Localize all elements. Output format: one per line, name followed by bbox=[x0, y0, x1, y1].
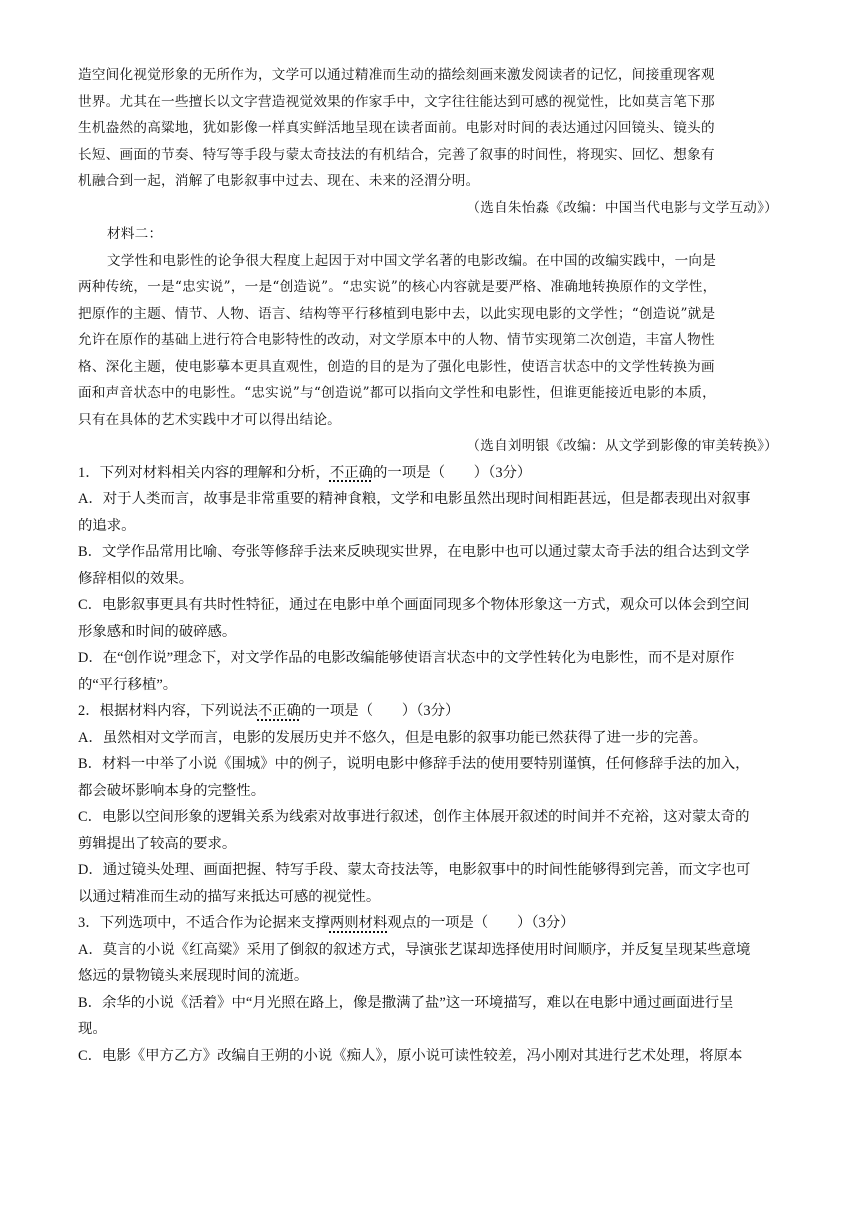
passage-line: 造空间化视觉形象的无所作为，文学可以通过精准而生动的描绘刻画来激发阅读者的记忆，间接重现客观 bbox=[78, 67, 715, 83]
option-line: 现。 bbox=[78, 1021, 107, 1037]
exam-page bbox=[78, 62, 782, 1069]
option-line: 修辞相似的效果。 bbox=[78, 570, 194, 587]
passage-line: 格、深化主题，使电影摹本更具直观性，创造的目的是为了强化电影性，使语言状态中的文学性转换为画 bbox=[78, 358, 715, 375]
option-line: B．文学作品常用比喻、夸张等修辞手法来反映现实世界，在电影中也可以通过蒙太奇手法的组合达到文学 bbox=[78, 544, 750, 560]
option-line: 以通过精准而生动的描写来抵达可感的视觉性。 bbox=[78, 888, 381, 905]
passage-line: 面和声音状态中的电影性。“忠实说”与“创造说”都可以指向文学性和电影性，但谁更能接近电影的本质， bbox=[78, 385, 716, 401]
passage-line: 长短、画面的节奏、特写等手段与蒙太奇技法的有机结合，完善了叙事的时间性，将现实、回忆、想象有 bbox=[78, 146, 715, 163]
option-line: A．虽然相对文学而言，电影的发展历史并不悠久，但是电影的叙事功能已然获得了进一步的完善。 bbox=[78, 729, 708, 746]
option-line: C．电影《甲方乙方》改编自王朔的小说《痴人》，原小说可读性较差，冯小刚对其进行艺术处理，将原本 bbox=[78, 1047, 743, 1064]
material-one-source: （选自朱怡淼《改编：中国当代电影与文学互动》） bbox=[466, 199, 778, 216]
material-one-passage bbox=[78, 62, 782, 221]
stem-text: 3．下列选项中，不适合作为论据来支撑 bbox=[78, 915, 330, 931]
option-line: B．余华的小说《活着》中“月光照在路上，像是撒满了盐”这一环境描写，难以在电影中通过画面进行呈 bbox=[78, 994, 734, 1011]
option-line: C．电影以空间形象的逻辑关系为线索对故事进行叙述，创作主体展开叙述的时间并不充裕，这对蒙太奇的 bbox=[78, 809, 750, 825]
option-line: B．材料一中举了小说《围城》中的例子，说明电影中修辞手法的使用要特别谨慎，任何修辞手法的加入， bbox=[78, 756, 750, 772]
option-line: 剪辑提出了较高的要求。 bbox=[78, 835, 237, 852]
option-line: 都会破坏影响本身的完整性。 bbox=[78, 782, 266, 799]
material-two-source: （选自刘明银《改编：从文学到影像的审美转换》） bbox=[466, 438, 778, 454]
question-1 bbox=[78, 460, 782, 699]
material-two-heading: 材料二： bbox=[107, 226, 163, 242]
option-line: A．对于人类而言，故事是非常重要的精神食粮，文学和电影虽然出现时间相距甚远，但是都表现出对叙事 bbox=[78, 491, 751, 507]
passage-line: 只有在具体的艺术实践中才可以得出结论。 bbox=[78, 411, 342, 428]
option-line: 的追求。 bbox=[78, 517, 136, 534]
passage-line: 世界。尤其在一些擅长以文字营造视觉效果的作家手中，文字往往能达到可感的视觉性，比如莫言笔下那 bbox=[78, 93, 715, 110]
passage-line: 允许在原作的基础上进行符合电影特性的改动，对文学原本中的人物、情节实现第二次创造，丰富人物性 bbox=[78, 332, 715, 348]
passage-line: 机融合到一起，消解了电影叙事中过去、现在、未来的泾渭分明。 bbox=[78, 173, 480, 189]
emphasis-dots: 两则材料 bbox=[329, 915, 388, 931]
passage-line: 把原作的主题、情节、人物、语言、结构等平行移植到电影中去，以此实现电影的文学性；“创造说”就是 bbox=[78, 305, 716, 322]
emphasis-dots: 不正确 bbox=[257, 703, 302, 719]
option-line: 的“平行移植”。 bbox=[78, 676, 178, 693]
question-stem bbox=[78, 698, 782, 725]
option-line: C．电影叙事更具有共时性特征，通过在电影中单个画面同现多个物体形象这一方式，观众可以体会到空间 bbox=[78, 597, 750, 613]
stem-text: 2．根据材料内容，下列说法 bbox=[78, 703, 258, 719]
emphasis-dots: 不正确 bbox=[329, 464, 374, 481]
stem-text: 观点的一项是（ ）（3分） bbox=[387, 915, 575, 931]
question-stem bbox=[78, 910, 782, 937]
question-2 bbox=[78, 698, 782, 910]
option-line: 悠远的景物镜头来展现时间的流逝。 bbox=[78, 968, 309, 984]
question-3 bbox=[78, 910, 782, 1069]
stem-text: 1．下列对材料相关内容的理解和分析， bbox=[78, 464, 330, 481]
option-line: 形象感和时间的破碎感。 bbox=[78, 623, 237, 640]
stem-text: 的一项是（ ）（3分） bbox=[373, 464, 532, 481]
option-line: D．通过镜头处理、画面把握、特写手段、蒙太奇技法等，电影叙事中的时间性能够得到完善，而文字也可 bbox=[78, 862, 751, 878]
material-two-passage bbox=[78, 221, 782, 460]
question-stem bbox=[78, 460, 782, 487]
option-line: A．莫言的小说《红高粱》采用了倒叙的叙述方式，导演张艺谋却选择使用时间顺序，并反复呈现某些意境 bbox=[78, 941, 751, 958]
stem-text: 的一项是（ ）（3分） bbox=[301, 703, 460, 719]
passage-line: 生机盎然的高粱地，犹如影像一样真实鲜活地呈现在读者面前。电影对时间的表达通过闪回镜头、镜头的 bbox=[78, 120, 715, 136]
passage-line: 文学性和电影性的论争很大程度上起因于对中国文学名著的电影改编。在中国的改编实践中，一向是 bbox=[107, 252, 717, 269]
option-line: D．在“创作说”理念下，对文学作品的电影改编能够使语言状态中的文学性转化为电影性，而不是对原作 bbox=[78, 650, 735, 666]
passage-line: 两种传统，一是“忠实说”，一是“创造说”。“忠实说”的核心内容就是要严格、准确地转换原作的文学性， bbox=[78, 279, 717, 295]
